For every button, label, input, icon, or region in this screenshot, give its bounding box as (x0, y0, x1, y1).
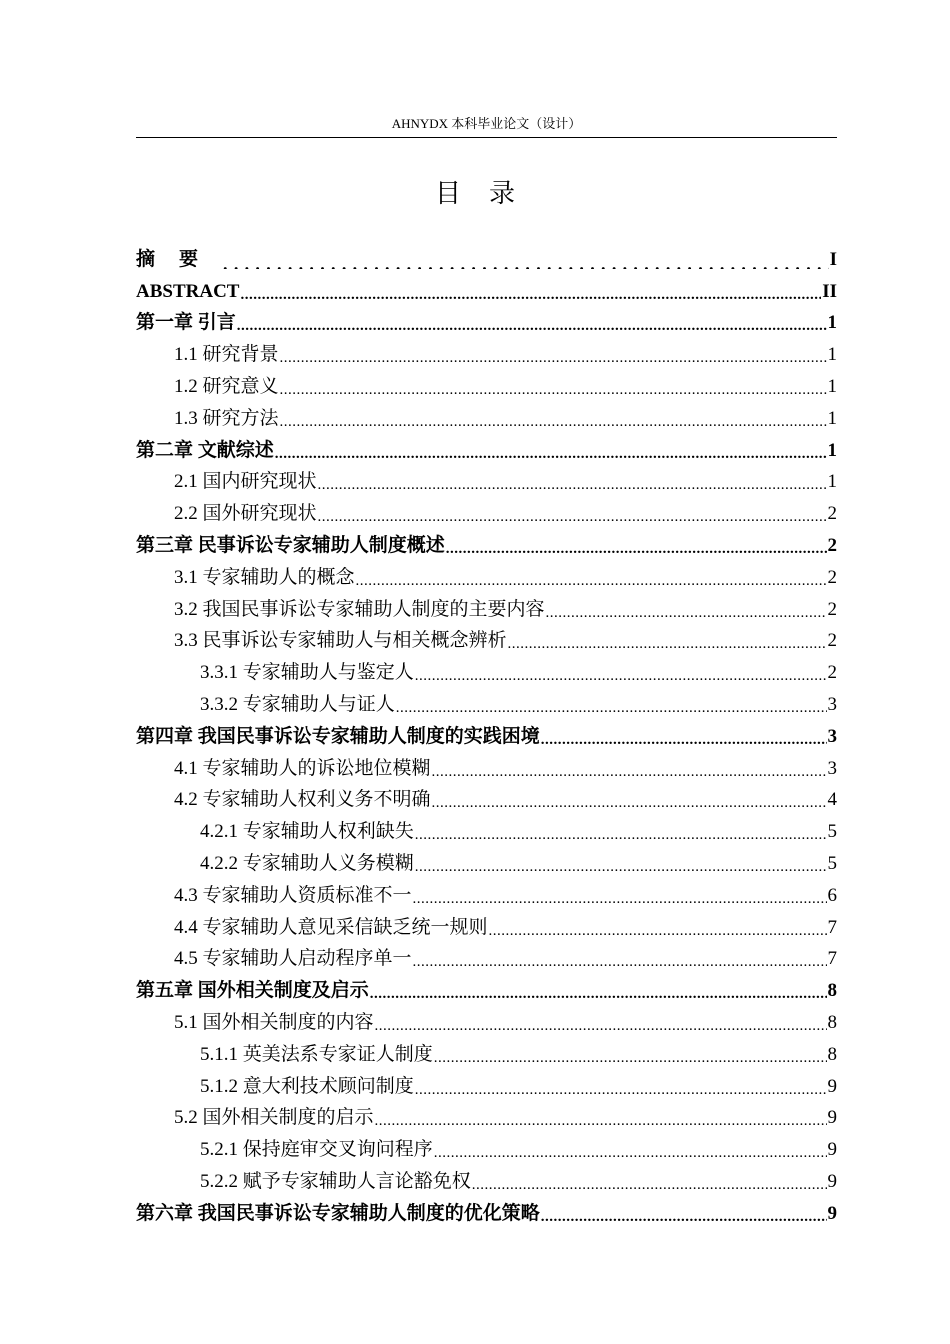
toc-entry[interactable] (136, 940, 837, 972)
toc-entry-label: 5.2.2 赋予专家辅助人言论豁免权 (200, 1170, 471, 1192)
toc-entry-page-number: 2 (827, 534, 837, 556)
toc-entry-label: 第二章 文献综述 (136, 439, 274, 461)
toc-entry[interactable] (136, 272, 837, 304)
toc-entry[interactable] (136, 781, 837, 813)
toc-entry[interactable] (136, 1162, 837, 1194)
dot-leader (375, 1021, 827, 1031)
toc-entry[interactable] (136, 240, 837, 272)
toc-entry[interactable] (136, 431, 837, 463)
toc-entry[interactable] (136, 1003, 837, 1035)
toc-entry-page-number: 1 (827, 471, 837, 493)
toc-entry-page-number: 8 (827, 1011, 837, 1033)
toc-entry-label: 第一章 引言 (136, 312, 236, 334)
toc-entry-page-number: 4 (827, 789, 837, 811)
dot-leader (237, 321, 827, 331)
dot-leader (318, 512, 827, 522)
dot-leader (434, 1148, 827, 1158)
toc-entry-label: 4.5 专家辅助人启动程序单一 (174, 948, 412, 970)
toc-entry-page-number: 5 (827, 821, 837, 843)
toc-entry-page-number: 2 (827, 662, 837, 684)
toc-entry-page-number: 3 (827, 725, 837, 747)
dot-leader (275, 449, 827, 459)
dot-leader (541, 1212, 827, 1222)
dot-leader (223, 259, 829, 269)
dot-leader (432, 798, 827, 808)
toc-entry[interactable] (136, 844, 837, 876)
dot-leader (280, 353, 827, 363)
toc-entry-label: 3.3 民事诉讼专家辅助人与相关概念辨析 (174, 630, 507, 652)
dot-leader (541, 735, 827, 745)
toc-entry-label: 5.2 国外相关制度的启示 (174, 1107, 374, 1129)
toc-entry-page-number: 1 (827, 375, 837, 397)
toc-entry-page-number: I (829, 248, 837, 270)
toc-entry-label: 2.1 国内研究现状 (174, 471, 317, 493)
toc-entry[interactable] (136, 304, 837, 336)
toc-entry-page-number: 7 (827, 948, 837, 970)
toc-entry-label: 3.3.2 专家辅助人与证人 (200, 693, 395, 715)
toc-entry[interactable] (136, 685, 837, 717)
toc-entry[interactable] (136, 653, 837, 685)
dot-leader (489, 926, 827, 936)
toc-entry-label: 1.1 研究背景 (174, 344, 279, 366)
toc-entry-page-number: 9 (827, 1107, 837, 1129)
toc-entry[interactable] (136, 876, 837, 908)
toc-entry-label: 3.2 我国民事诉讼专家辅助人制度的主要内容 (174, 598, 545, 620)
toc-entry-label: 5.2.1 保持庭审交叉询问程序 (200, 1139, 433, 1161)
toc-entry-page-number: 2 (827, 630, 837, 652)
table-of-contents (136, 240, 837, 1226)
toc-entry-label: 第四章 我国民事诉讼专家辅助人制度的实践困境 (136, 725, 540, 747)
toc-entry[interactable] (136, 749, 837, 781)
dot-leader (546, 608, 827, 618)
dot-leader (370, 989, 827, 999)
dot-leader (508, 639, 827, 649)
dot-leader (318, 480, 827, 490)
toc-entry[interactable] (136, 1035, 837, 1067)
toc-entry-page-number: 3 (827, 757, 837, 779)
dot-leader (446, 544, 827, 554)
toc-entry-label: 3.3.1 专家辅助人与鉴定人 (200, 662, 414, 684)
dot-leader (434, 1053, 827, 1063)
toc-entry-page-number: 2 (827, 598, 837, 620)
toc-entry[interactable] (136, 717, 837, 749)
toc-entry-page-number: 3 (827, 693, 837, 715)
toc-entry-page-number: 8 (827, 1043, 837, 1065)
toc-entry-label: ABSTRACT (136, 280, 240, 302)
toc-entry[interactable] (136, 1194, 837, 1226)
toc-entry[interactable] (136, 812, 837, 844)
dot-leader (280, 417, 827, 427)
toc-entry-label: 4.2.2 专家辅助人义务模糊 (200, 852, 414, 874)
toc-entry[interactable] (136, 367, 837, 399)
dot-leader (356, 576, 827, 586)
dot-leader (396, 703, 827, 713)
dot-leader (280, 385, 827, 395)
toc-entry-label: 4.2 专家辅助人权利义务不明确 (174, 789, 431, 811)
toc-entry-page-number: 9 (827, 1170, 837, 1192)
toc-entry-label: 5.1.2 意大利技术顾问制度 (200, 1075, 414, 1097)
dot-leader (415, 830, 827, 840)
dot-leader (240, 290, 821, 300)
toc-entry-label: 第三章 民事诉讼专家辅助人制度概述 (136, 534, 445, 556)
toc-entry-page-number: 2 (827, 566, 837, 588)
toc-entry[interactable] (136, 1130, 837, 1162)
toc-entry-page-number: 1 (827, 407, 837, 429)
toc-entry[interactable] (136, 1099, 837, 1131)
toc-entry-page-number: 6 (827, 884, 837, 906)
dot-leader (375, 1116, 827, 1126)
header-rule (136, 137, 837, 138)
toc-entry[interactable] (136, 335, 837, 367)
toc-entry[interactable] (136, 590, 837, 622)
dot-leader (415, 1085, 827, 1095)
toc-entry-page-number: 7 (827, 916, 837, 938)
toc-entry[interactable] (136, 526, 837, 558)
toc-entry-label: 第六章 我国民事诉讼专家辅助人制度的优化策略 (136, 1202, 540, 1224)
toc-entry[interactable] (136, 1067, 837, 1099)
running-header: AHNYDX 本科毕业论文（设计） (391, 116, 582, 131)
dot-leader (415, 862, 827, 872)
toc-entry-page-number: 1 (827, 312, 837, 334)
toc-entry-page-number: 2 (827, 503, 837, 525)
dot-leader (472, 1180, 827, 1190)
toc-entry-label: 4.2.1 专家辅助人权利缺失 (200, 821, 414, 843)
toc-entry-page-number: 9 (827, 1202, 837, 1224)
toc-entry-label: 4.1 专家辅助人的诉讼地位模糊 (174, 757, 431, 779)
toc-entry-page-number: 9 (827, 1075, 837, 1097)
toc-entry-label: 4.3 专家辅助人资质标准不一 (174, 884, 412, 906)
toc-entry[interactable] (136, 908, 837, 940)
toc-entry-page-number: 5 (827, 852, 837, 874)
toc-entry-page-number: 1 (827, 344, 837, 366)
dot-leader (413, 957, 827, 967)
toc-entry-label: 5.1 国外相关制度的内容 (174, 1011, 374, 1033)
toc-entry[interactable] (136, 971, 837, 1003)
toc-entry-label: 5.1.1 英美法系专家证人制度 (200, 1043, 433, 1065)
dot-leader (415, 671, 827, 681)
toc-entry-label: 1.2 研究意义 (174, 375, 279, 397)
toc-entry-label: 摘要 (136, 248, 223, 270)
toc-entry[interactable] (136, 399, 837, 431)
toc-entry-page-number: II (822, 280, 837, 302)
toc-entry-label: 1.3 研究方法 (174, 407, 279, 429)
toc-entry[interactable] (136, 463, 837, 495)
dot-leader (432, 767, 827, 777)
toc-title: 目录 (434, 179, 543, 208)
toc-entry[interactable] (136, 494, 837, 526)
toc-entry[interactable] (136, 558, 837, 590)
toc-entry-label: 2.2 国外研究现状 (174, 503, 317, 525)
toc-entry-page-number: 8 (827, 980, 837, 1002)
dot-leader (413, 894, 827, 904)
toc-entry-page-number: 9 (827, 1139, 837, 1161)
toc-entry-page-number: 1 (827, 439, 837, 461)
toc-entry-label: 3.1 专家辅助人的概念 (174, 566, 355, 588)
toc-entry-label: 第五章 国外相关制度及启示 (136, 980, 369, 1002)
toc-entry-label: 4.4 专家辅助人意见采信缺乏统一规则 (174, 916, 488, 938)
toc-entry[interactable] (136, 622, 837, 654)
